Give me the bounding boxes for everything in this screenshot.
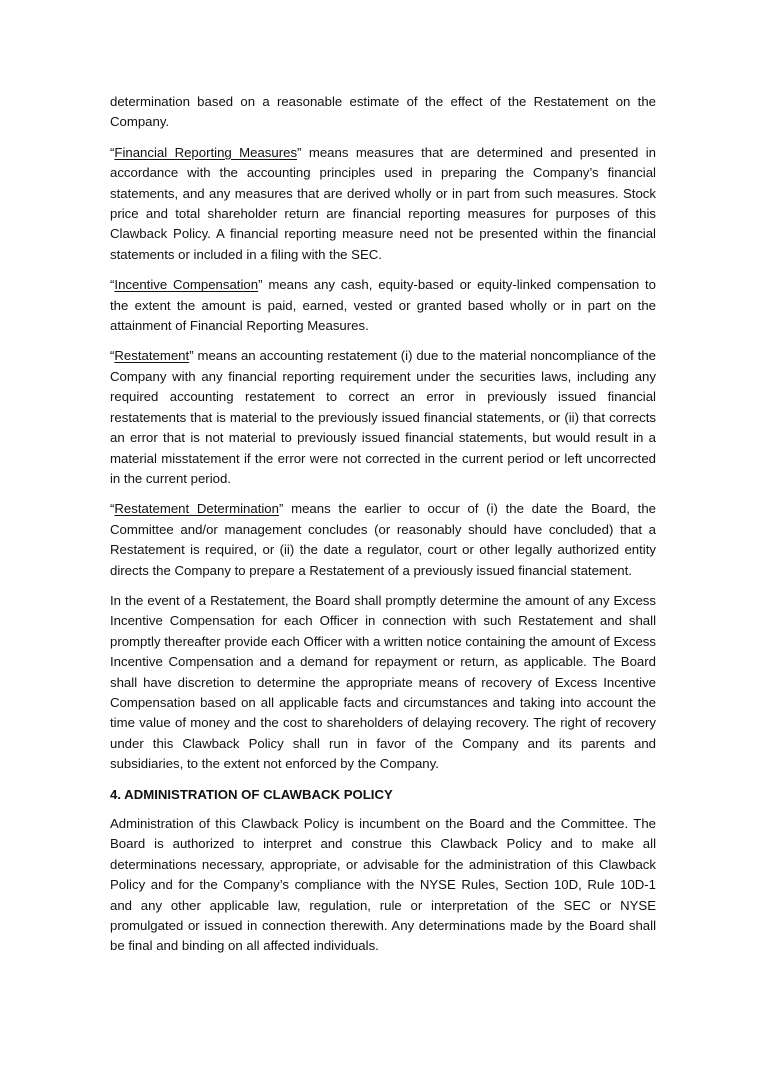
paragraph-continuation: determination based on a reasonable estimate of the effect of the Restatement on the Company. bbox=[110, 94, 656, 130]
definition-incentive-compensation bbox=[110, 275, 656, 336]
close-quote: ” bbox=[278, 501, 284, 517]
definition-financial-reporting-measures bbox=[110, 143, 656, 265]
close-quote: ” bbox=[297, 144, 302, 160]
defined-term: Incentive Compensation bbox=[114, 277, 259, 293]
definition-restatement bbox=[110, 346, 656, 489]
open-quote: “ bbox=[110, 144, 115, 160]
definition-text: means any cash, equity-based or equity-linked compensation to the extent the amount is paid, earned, vested or granted based wholly or in part on the attainment of Financial Reporting Measures. bbox=[110, 277, 656, 334]
close-quote: ” bbox=[258, 277, 263, 293]
close-quote: ” bbox=[189, 348, 194, 364]
paragraph-administration: Administration of this Clawback Policy is incumbent on the Board and the Committee. The Board is authorized to interpret and construe this Clawback Policy and to make all determinations necessary, appropriate, or advisable for the administration of this Clawback Policy and for the Company’s compliance with the NYSE Rules, Section 10D, Rule 10D-1 and any other applicable law, regulation, rule or interpretation of the SEC or NYSE promulgated or issued in connection therewith. Any determinations made by the Board shall be final and binding on all affected individuals. bbox=[110, 816, 656, 954]
open-quote: “ bbox=[110, 501, 115, 517]
section-heading: 4. ADMINISTRATION OF CLAWBACK POLICY bbox=[110, 786, 393, 802]
open-quote: “ bbox=[110, 277, 115, 293]
defined-term: Restatement Determination bbox=[114, 501, 279, 517]
document-page bbox=[110, 92, 656, 967]
definition-text: means an accounting restatement (i) due to the material noncompliance of the Company with any financial reporting requirement under the securities laws, including any required accounting restatement to correct an error in previously issued financial restatements that is material to the previously issued financial statements, or (ii) that corrects an error that is not material to previously issued financial statements, but would result in a material misstatement if the error were not corrected in the current period or left uncorrected in the current period. bbox=[110, 348, 656, 486]
open-quote: “ bbox=[110, 348, 115, 364]
defined-term: Restatement bbox=[114, 348, 190, 364]
defined-term: Financial Reporting Measures bbox=[114, 144, 298, 160]
definition-text: means measures that are determined and presented in accordance with the accounting principles used in preparing the Company’s financial statements, and any measures that are derived wholly or in part from such measures. Stock price and total shareholder return are financial reporting measures for purposes of this Clawback Policy. A financial reporting measure need not be presented within the financial statements or included in a filing with the SEC. bbox=[110, 144, 657, 262]
definition-text: means the earlier to occur of (i) the date the Board, the Committee and/or management concludes (or reasonably should have concluded) that a Restatement is required, or (ii) the date a regulator, court or other legally authorized entity directs the Company to prepare a Restatement of a previously issued financial statement. bbox=[110, 501, 656, 578]
definition-restatement-determination bbox=[110, 499, 656, 581]
paragraph-event-of-restatement: In the event of a Restatement, the Board shall promptly determine the amount of any Excess Incentive Compensation for each Officer in connection with such Restatement and shall promptly thereafter provide each Officer with a written notice containing the amount of Excess Incentive Compensation and a demand for repayment or return, as applicable. The Board shall have discretion to determine the appropriate means of recovery of Excess Incentive Compensation based on all applicable facts and circumstances and taking into account the time value of money and the cost to shareholders of delaying recovery. The right of recovery under this Clawback Policy shall run in favor of the Company and its parents and subsidiaries, to the extent not enforced by the Company. bbox=[110, 592, 656, 772]
